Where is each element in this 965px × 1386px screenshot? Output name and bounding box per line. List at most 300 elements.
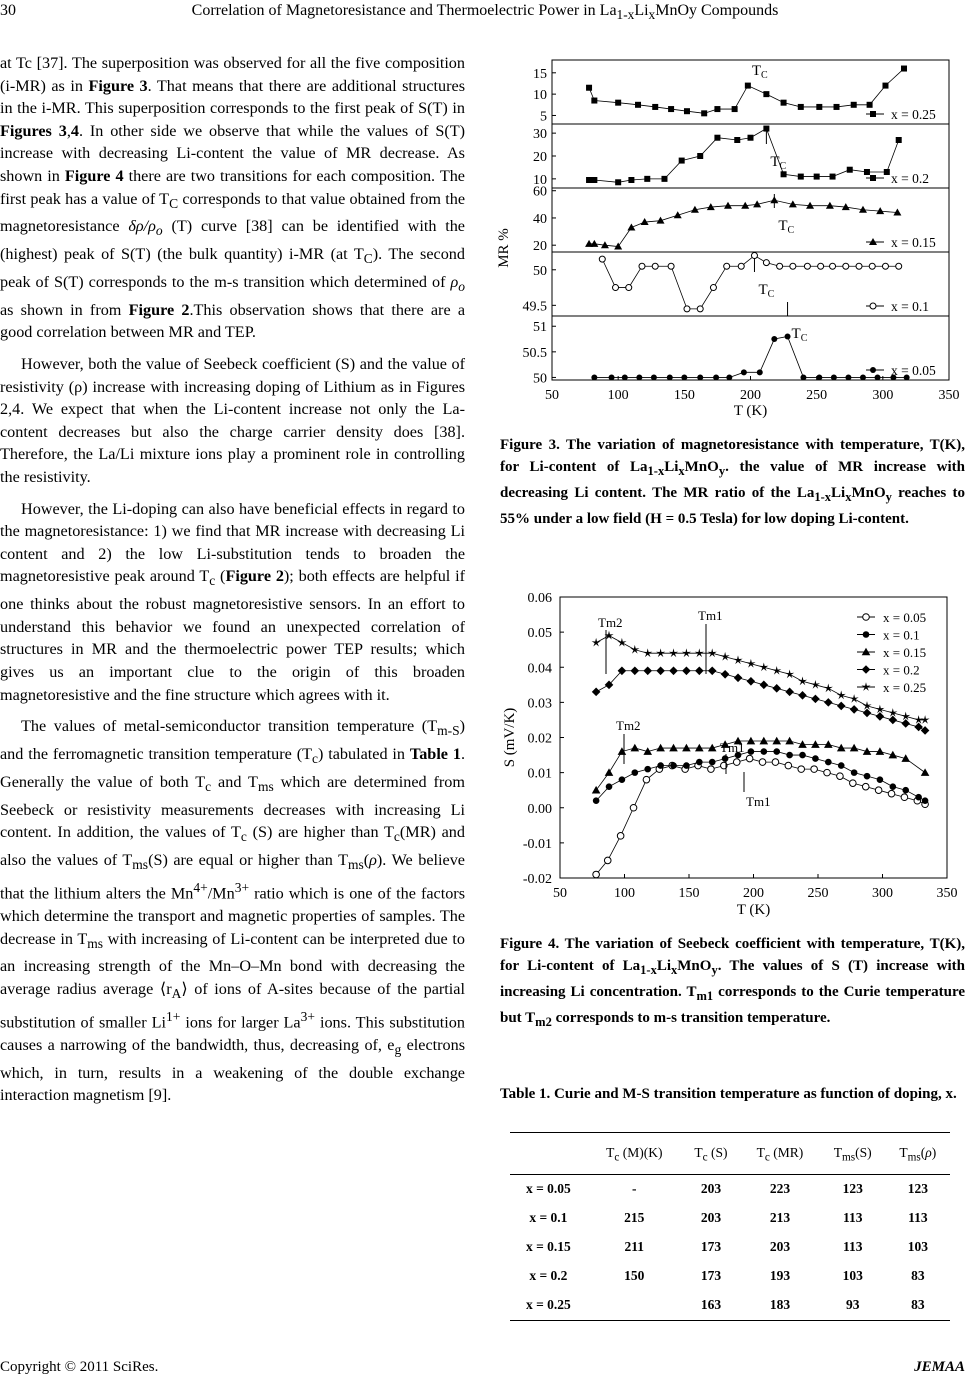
data-point [870, 303, 876, 309]
y-tick-label: 51 [533, 320, 547, 336]
tc-label: $T_C$ [758, 282, 775, 300]
legend-label: x = 0.05 [883, 610, 927, 625]
data-point [697, 306, 703, 312]
table-header-cell: $T_{ms}(S)$ [820, 1133, 886, 1175]
data-point [708, 766, 715, 773]
data-point [635, 102, 641, 108]
data-point [763, 260, 769, 266]
data-point [867, 102, 873, 108]
table-header-row [510, 1133, 950, 1175]
legend-label: x = 0.15 [891, 235, 936, 250]
data-point [864, 773, 871, 780]
legend-label: x = 0.15 [883, 645, 927, 660]
y-tick-label: 0.04 [527, 661, 552, 677]
data-point [798, 766, 805, 773]
x-tick-label: 300 [872, 886, 893, 901]
data-point [724, 263, 730, 269]
data-point [888, 790, 895, 797]
data-point [684, 306, 690, 312]
table-cell: 113 [908, 1210, 928, 1226]
data-point [622, 374, 628, 380]
data-point [626, 285, 632, 291]
table-row [510, 1233, 950, 1262]
data-point [696, 759, 703, 766]
data-point [863, 701, 872, 710]
legend-label: x = 0.1 [891, 299, 929, 314]
data-point [901, 66, 907, 72]
data-point [631, 744, 640, 752]
data-point [617, 833, 624, 840]
data-point [605, 768, 614, 776]
y-tick-label: 49.5 [522, 299, 547, 315]
data-point [771, 336, 777, 342]
data-point [609, 374, 615, 380]
data-point [733, 759, 740, 766]
data-point [901, 719, 910, 728]
data-point [876, 747, 885, 755]
table-cell: x = 0.1 [529, 1210, 568, 1226]
data-point [682, 744, 691, 752]
data-point [814, 174, 820, 180]
data-point [856, 263, 862, 269]
table-cell: 103 [907, 1239, 928, 1255]
annotation-label: Tm1 [746, 794, 771, 809]
table-cell: 193 [769, 1268, 791, 1284]
data-point [697, 374, 703, 380]
data-point [785, 688, 794, 697]
data-point [786, 752, 793, 759]
x-tick-label: 150 [678, 886, 700, 901]
data-point [630, 645, 639, 654]
data-point [643, 776, 650, 783]
legend-label: x = 0.05 [891, 363, 936, 378]
data-point [850, 780, 857, 787]
data-point [785, 737, 794, 745]
y-tick-label: 0.00 [527, 801, 552, 817]
series-line [596, 759, 925, 875]
y-tick-label: 0.01 [527, 766, 552, 782]
y-tick-label: 20 [533, 239, 547, 255]
data-point [773, 748, 780, 755]
table-cell: 183 [740, 1291, 820, 1321]
data-point [837, 702, 846, 711]
y-tick-label: 50.5 [522, 345, 547, 361]
table-row [510, 1204, 950, 1233]
data-point [870, 175, 876, 181]
data-point [591, 374, 597, 380]
y-tick-label: 40 [533, 211, 547, 227]
data-point [732, 106, 738, 112]
x-tick-label: 350 [936, 886, 958, 901]
table-cell: 215 [624, 1210, 645, 1226]
data-point [826, 202, 834, 209]
data-point [831, 374, 837, 380]
panel-frame [552, 60, 949, 124]
y-tick-label: 10 [533, 172, 547, 188]
y-tick-label: 5 [540, 109, 547, 125]
data-point [683, 762, 690, 769]
x-tick-label: 200 [743, 886, 764, 901]
data-point [745, 83, 751, 89]
data-point [757, 369, 763, 375]
y-tick-label: 50 [533, 371, 547, 387]
data-point [748, 748, 755, 755]
data-point [632, 769, 639, 776]
data-point [668, 263, 674, 269]
x-tick-label: 50 [545, 388, 559, 403]
paragraph-4: The values of metal-semiconductor transition temperature $(T_{m-S})$ and the ferromagnetic transition temperature $(T_c)$ tabulated in Table 1. Generally the value of both $T_c$ and $T_{ms}$ which are determined from Seebeck or resistivity measurements decreases with increasing Li content. In addition, the values of $T_c$ (S) are higher than $T_c(MR)$ and also the values of $T_{ms}(S)$ are equal or higher than $T_{ms}(\rho)$. We believe that the lithium alters the $Mn^{4+}/Mn^{3+}$ ratio which is one of the factors which determine the transport and magnetic properties of samples. The decrease in $T_{ms}$ with increasing of Li-content can be interpreted due to an increasing strength of the Mn–O–Mn bond with decreasing the average radius average $⟨r_A⟩$ of ions of A-sites because of the partial substitution of smaller $Li^{1+}$ ions for larger $La^{3+}$ ions. This substitution causes a narrowing of the bandwidth, thus, decreasing of, $e_g$ electrons which, in turn, results in a weakening of the double exchange interaction magnetism [9]. [0, 717, 466, 1105]
data-point [876, 712, 885, 721]
table-cell [587, 1291, 682, 1321]
y-tick-label: 0.06 [527, 591, 552, 606]
table-cell: 203 [769, 1239, 791, 1255]
x-tick-label: 250 [806, 388, 828, 403]
data-point [798, 677, 807, 686]
panel-frame [552, 252, 949, 316]
table-cell: - [632, 1181, 637, 1197]
data-point [591, 177, 597, 183]
table-cell: 173 [700, 1268, 722, 1284]
y-tick-label: 60 [533, 184, 547, 200]
data-point [882, 263, 888, 269]
data-point [884, 169, 890, 175]
table-cell: 83 [911, 1268, 925, 1284]
table-cell: 213 [769, 1210, 791, 1226]
data-point [902, 787, 909, 794]
data-point [592, 638, 601, 647]
data-point [915, 794, 922, 801]
data-point [761, 748, 768, 755]
data-point [851, 102, 857, 108]
annotation-label: Tm1 [698, 608, 723, 623]
data-point [922, 797, 929, 804]
table-cell: 203 [700, 1181, 722, 1197]
tc-label: $T_C$ [791, 326, 808, 344]
data-point [830, 174, 836, 180]
data-point [799, 752, 806, 759]
y-tick-label: 50 [533, 263, 547, 279]
data-point [586, 177, 592, 183]
table-cell: x = 0.05 [525, 1181, 571, 1197]
data-point [669, 666, 678, 675]
series-line [594, 336, 906, 377]
data-point [798, 174, 804, 180]
data-point [599, 256, 605, 262]
y-tick-label: 20 [533, 150, 547, 165]
annotation-label: Tm2 [598, 615, 623, 630]
data-point [772, 759, 779, 766]
data-point [627, 223, 635, 230]
data-point [682, 648, 691, 657]
x-tick-label: 300 [872, 388, 894, 403]
data-point [586, 85, 592, 91]
data-point [644, 176, 650, 182]
data-point [862, 783, 869, 790]
data-point [604, 857, 611, 864]
data-point [714, 135, 720, 141]
data-point [863, 709, 872, 718]
data-point [781, 171, 787, 177]
panel-frame [552, 188, 949, 252]
series-line [589, 129, 899, 183]
data-point [875, 787, 882, 794]
data-point [684, 108, 690, 114]
data-point [619, 776, 626, 783]
data-point [738, 263, 744, 269]
footer-copyright: Copyright © 2011 SciRes. [0, 1359, 159, 1375]
data-point [890, 783, 897, 790]
table-cell: 113 [842, 1210, 863, 1226]
data-point [593, 871, 600, 878]
data-point [863, 631, 870, 638]
data-point [843, 263, 849, 269]
data-point [747, 677, 756, 686]
table-header-cell: $T_c$ (M)(K) [587, 1133, 682, 1175]
data-point [901, 794, 908, 801]
legend-label: x = 0.2 [891, 171, 929, 186]
y-tick-label: 0.03 [527, 696, 552, 712]
annotation-label: Tm1 [720, 740, 745, 755]
data-point [636, 374, 642, 380]
data-point [668, 106, 674, 112]
data-point [838, 762, 845, 769]
data-point [697, 153, 703, 159]
table-row [510, 1262, 950, 1291]
data-point [811, 766, 818, 773]
data-point [877, 776, 884, 783]
data-point [615, 179, 621, 185]
paragraph-2: However, both the value of Seebeck coefficient (S) and the value of resistivity (ρ) increase with increasing doping of Lithium as in Figures 2,4. We expect that when the Li-content increase not only the La-content decreases but also the charge carrier density does [38]. Therefore, the La/Li mixture ions play a prominent role in controlling the resistivity. [0, 355, 465, 487]
data-point [825, 759, 832, 766]
data-point [726, 374, 732, 380]
data-point [845, 374, 851, 380]
x-tick-label: 100 [614, 886, 635, 901]
data-point [763, 91, 769, 97]
panel-frame [552, 124, 949, 188]
data-point [824, 769, 831, 776]
table-1-caption: Table 1. Curie and M-S transition temperature as function of doping, x. [500, 1086, 957, 1102]
data-point [824, 740, 833, 748]
data-point [710, 285, 716, 291]
table-cell: 113 [842, 1239, 863, 1255]
data-point [869, 263, 875, 269]
data-point [811, 695, 820, 704]
data-point [804, 263, 810, 269]
data-point [631, 666, 640, 675]
x-tick-label: 350 [938, 388, 960, 403]
data-point [785, 670, 794, 679]
footer-journal: JEMAA [914, 1359, 965, 1375]
data-point [863, 614, 870, 621]
y-tick-label: 0.02 [527, 731, 552, 747]
y-tick-label: 0.05 [527, 626, 552, 642]
data-point [800, 374, 806, 380]
data-point [824, 698, 833, 707]
table-cell: 150 [624, 1268, 645, 1284]
data-point [667, 374, 673, 380]
data-point [682, 666, 691, 675]
data-point [669, 744, 678, 752]
data-point [760, 681, 769, 690]
x-tick-label: 200 [740, 388, 761, 403]
tc-label: $T_C$ [751, 63, 768, 81]
data-point [889, 716, 898, 725]
data-point [734, 673, 743, 682]
data-point [679, 158, 685, 164]
table-cell: 123 [842, 1181, 863, 1197]
data-point [751, 253, 757, 259]
tc-label: $T_C$ [778, 218, 795, 236]
data-point [748, 135, 754, 141]
figure-4-chart [494, 582, 965, 932]
data-point [592, 786, 601, 794]
table-row [510, 1291, 950, 1321]
paragraph-1: at Tc [37]. The superposition was observed for all the five composition (i-MR) as in Figure 3. That means that there are additional structures in the i-MR. This superposition corresponds to the first peak of S(T) in Figures 3,4. In other side we observe that while the values of S(T) increase with decreasing Li-content the value of MR decrease. As shown in Figure 4 there are two transitions for each composition. The first peak has a value of $T_C$ corresponds to that value obtained from the magnetoresistance $\delta\rho/\rho_o$ (T) curve [38] can be identified with the (highest) peak of S(T) (the bulk quantity) i-MR (at $T_C$). The second peak of S(T) corresponds to the m-s transition which determined of $\rho_o$ as shown in from Figure 2.This observation shows that there are a good correlation between MR and TEP. [0, 54, 466, 342]
legend-label: x = 0.2 [883, 662, 920, 678]
data-point [812, 755, 819, 762]
table-cell: 163 [682, 1291, 740, 1321]
y-tick-label: 10 [533, 88, 547, 104]
table-header-cell: $T_c$ (S) [682, 1133, 740, 1175]
y-axis-label: S (mV/K) [502, 707, 518, 768]
data-point [834, 104, 840, 110]
data-point [851, 769, 858, 776]
data-point [613, 285, 619, 291]
data-point [734, 137, 740, 143]
data-point [708, 666, 717, 675]
tc-label: $T_C$ [770, 154, 787, 172]
x-tick-label: 50 [553, 886, 567, 901]
data-point [709, 759, 716, 766]
table-1 [510, 1132, 950, 1321]
table-header-cell: $T_c$ (MR) [740, 1133, 820, 1175]
data-point [721, 670, 730, 679]
data-point [606, 783, 613, 790]
panel-frame [552, 316, 949, 380]
paragraph-3: However, the Li-doping can also have beneficial effects in regard to the magnetoresistance: 1) we find that MR increase with decreasing Li content and 2) the low Li-substitution tends to broaden the magnetoresistive peak around $T_c$ (Figure 2); both effects are helpful if one thinks about the robust magnetoresistive sensors. In an effort to understand this behavior we found an unexpected correlation of structures in MR and the thermoelectric power TEP results; which gives us an important clue to the origin of this broaden magnetoresistive and the fine structure which agrees with it. [0, 499, 465, 704]
data-point [850, 705, 859, 714]
data-point [592, 688, 601, 697]
data-point [590, 240, 598, 247]
data-point [747, 737, 756, 745]
data-point [695, 666, 704, 675]
y-tick-label: 30 [533, 127, 547, 143]
legend-label: x = 0.1 [883, 627, 920, 643]
x-tick-label: 100 [607, 388, 629, 403]
data-point [628, 177, 634, 183]
data-point [875, 374, 881, 380]
y-tick-label: -0.01 [522, 836, 552, 852]
data-point [615, 100, 621, 106]
data-point [860, 374, 866, 380]
data-point [643, 666, 652, 675]
data-point [816, 374, 822, 380]
data-point [701, 110, 707, 116]
data-point [772, 737, 781, 745]
data-point [818, 263, 824, 269]
data-point [670, 762, 677, 769]
data-point [870, 367, 876, 373]
figure-3-caption: Figure 3. The variation of magnetoresistance with temperature, T(K), for Li-content of $La_{1-x}Li_xMnO_y$. the value of MR increase with decreasing Li content. The MR ratio of the $La_{1-x}Li_xMnO_y$ reaches to 55% under a low field (H = 0.5 Tesla) for low doping Li-content. [500, 437, 965, 527]
data-point [847, 167, 853, 173]
legend-label: x = 0.25 [891, 107, 936, 122]
x-tick-label: 150 [673, 388, 695, 403]
data-point [772, 684, 781, 693]
x-tick-label: 250 [807, 886, 829, 901]
data-point [724, 202, 732, 209]
data-point [656, 666, 665, 675]
data-point [837, 773, 844, 780]
page-number: 30 [0, 2, 16, 19]
data-point [921, 715, 930, 724]
body-text-column [0, 52, 465, 1116]
data-point [644, 766, 651, 773]
data-point [656, 744, 665, 752]
table-cell: x = 0.15 [525, 1239, 571, 1255]
data-point [639, 263, 645, 269]
data-point [714, 106, 720, 112]
y-tick-label: 15 [533, 66, 547, 82]
data-point [760, 737, 769, 745]
x-axis-label: T (K) [733, 403, 768, 419]
data-point [746, 755, 753, 762]
data-point [921, 768, 930, 776]
series-line [602, 256, 898, 309]
data-point [695, 648, 704, 657]
data-point [651, 374, 657, 380]
data-point [811, 740, 820, 748]
data-point [593, 797, 600, 804]
table-cell: 203 [700, 1210, 722, 1226]
table-cell: 93 [820, 1291, 886, 1321]
data-point [695, 744, 704, 752]
data-point [870, 111, 876, 117]
data-point [830, 263, 836, 269]
data-point [657, 762, 664, 769]
x-axis-label: T (K) [736, 902, 771, 918]
y-tick-label: -0.02 [522, 872, 552, 887]
data-point [781, 100, 787, 106]
data-point [790, 263, 796, 269]
data-point [785, 762, 792, 769]
table-header-cell [510, 1133, 587, 1175]
figure-3-chart [494, 58, 965, 428]
annotation-label: Tm2 [616, 718, 641, 733]
data-point [656, 648, 665, 657]
table-row [510, 1174, 950, 1204]
data-point [713, 374, 719, 380]
data-point [837, 691, 846, 700]
table-cell: 83 [886, 1291, 950, 1321]
data-point [708, 648, 717, 657]
table-cell: 103 [842, 1268, 863, 1284]
data-point [661, 176, 667, 182]
running-header-title: Correlation of Magnetoresistance and Thermoelectric Power in $La_{1-x}Li_xMnOy$ Compounds [191, 2, 779, 23]
data-point [896, 263, 902, 269]
table-cell: x = 0.25 [510, 1291, 587, 1321]
table-header-cell: $T_{ms}(\rho)$ [886, 1133, 950, 1175]
data-point [777, 263, 783, 269]
table-cell: 173 [700, 1239, 722, 1255]
data-point [652, 263, 658, 269]
data-point [816, 104, 822, 110]
table-cell: 211 [624, 1239, 645, 1255]
data-point [896, 137, 902, 143]
data-point [617, 638, 626, 647]
data-point [652, 104, 658, 110]
data-point [759, 759, 766, 766]
data-point [741, 369, 747, 375]
